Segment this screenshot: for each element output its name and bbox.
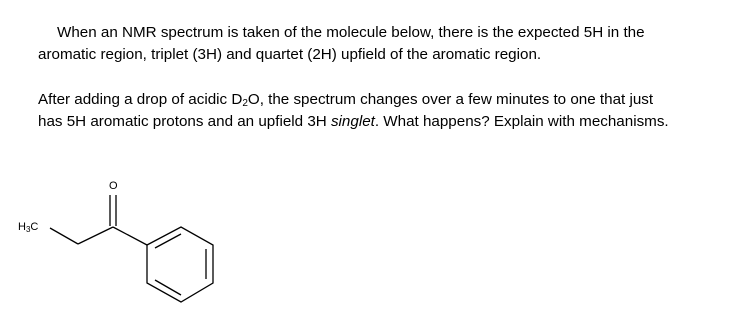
question-paragraph-1-line-1: When an NMR spectrum is taken of the molecule below, there is the expected 5H in the [57, 24, 645, 41]
carbonyl-ring-bond [113, 227, 147, 245]
singlet-emphasis: singlet [330, 113, 375, 130]
propiophenone-structure [0, 170, 260, 315]
methyl-h: H [18, 221, 26, 233]
methyl-c: C [30, 221, 39, 233]
carbonyl-oxygen-label: O [109, 180, 118, 192]
para2-line2-post: . What happens? Explain with mechanisms. [374, 113, 669, 130]
benzene-ring [147, 227, 213, 302]
ring-double-bond-bottom [155, 280, 181, 295]
question-paragraph-2-line-1 [38, 89, 653, 111]
d2o-text-pre: After adding a drop of acidic D [38, 91, 243, 108]
methyl-methylene-bond [50, 228, 78, 244]
question-paragraph-1-line-2: aromatic region, triplet (3H) and quartet (2H) upfield of the aromatic region. [38, 46, 542, 63]
ring-double-bond-top [155, 234, 181, 248]
question-paragraph-2-line-2 [38, 111, 669, 133]
d2o-subscript: 2 [242, 98, 248, 109]
methyl-group-label [18, 221, 38, 234]
methyl-subscript: 3 [25, 225, 31, 234]
d2o-text-post: O, the spectrum changes over a few minutes to one that just [247, 91, 654, 108]
para2-line2-pre: has 5H aromatic protons and an upfield 3H [38, 113, 331, 130]
methylene-carbonyl-bond [78, 227, 113, 244]
